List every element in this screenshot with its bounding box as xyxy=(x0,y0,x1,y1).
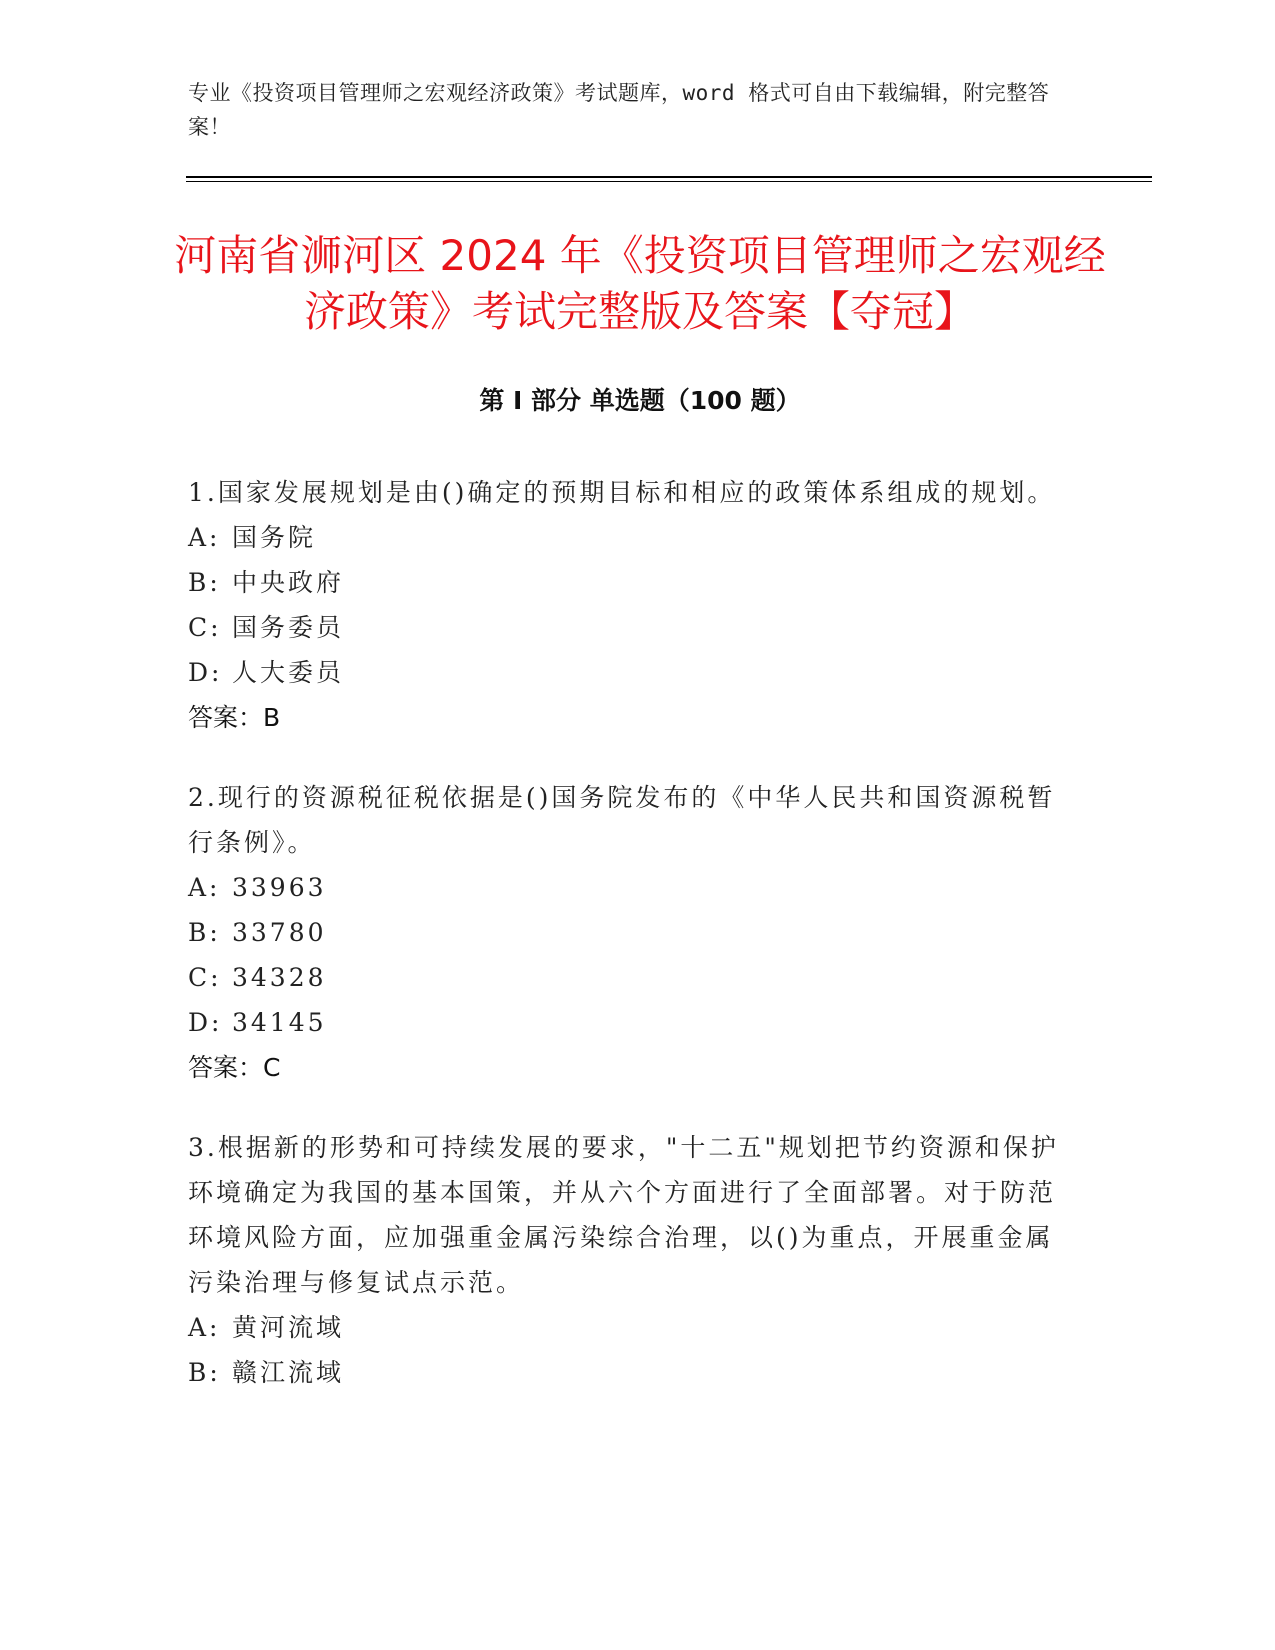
question-stem: 3.根据新的形势和可持续发展的要求，"十二五"规划把节约资源和保护环境确定为我国的基本国策，并从六个方面进行了全面部署。对于防范环境风险方面，应加强重金属污染综合治理，以()为重点，开展重金属污染治理与修复试点示范。 xyxy=(188,1133,1059,1297)
option-c xyxy=(188,605,1068,650)
option-letter: C: xyxy=(188,613,222,642)
question-1 xyxy=(188,470,1068,740)
option-text: 34328 xyxy=(232,963,327,992)
option-letter: A: xyxy=(188,873,221,902)
option-letter: D: xyxy=(188,1008,223,1037)
option-b xyxy=(188,560,1068,605)
option-a xyxy=(188,1305,1068,1350)
option-text: 33780 xyxy=(232,918,327,947)
option-letter: B: xyxy=(188,918,221,947)
question-2 xyxy=(188,775,1068,1090)
option-letter: A: xyxy=(188,523,221,552)
option-letter: A: xyxy=(188,1313,221,1342)
option-text: 人大委员 xyxy=(232,658,345,687)
option-d xyxy=(188,1000,1068,1045)
option-text: 国务委员 xyxy=(232,613,345,642)
option-text: 赣江流域 xyxy=(232,1358,345,1387)
section-title: 第 I 部分 单选题（100 题） xyxy=(479,386,801,415)
option-text: 国务院 xyxy=(232,523,317,552)
question-stem: 1.国家发展规划是由()确定的预期目标和相应的政策体系组成的规划。 xyxy=(188,478,1056,507)
question-stem: 2.现行的资源税征税依据是()国务院发布的《中华人民共和国资源税暂行条例》。 xyxy=(188,783,1056,857)
option-c xyxy=(188,955,1068,1000)
option-d xyxy=(188,650,1068,695)
option-letter: B: xyxy=(188,568,221,597)
option-text: 中央政府 xyxy=(232,568,345,597)
option-a xyxy=(188,865,1068,910)
option-letter: B: xyxy=(188,1358,221,1387)
option-b xyxy=(188,910,1068,955)
option-b xyxy=(188,1350,1068,1395)
option-text: 黄河流域 xyxy=(232,1313,345,1342)
question-3 xyxy=(188,1125,1068,1395)
option-letter: C: xyxy=(188,963,222,992)
answer-line: 答案：B xyxy=(188,703,281,732)
option-letter: D: xyxy=(188,658,223,687)
answer-line: 答案：C xyxy=(188,1053,281,1082)
option-a xyxy=(188,515,1068,560)
header-note: 专业《投资项目管理师之宏观经济政策》考试题库，word 格式可自由下载编辑，附完整答案！ xyxy=(188,81,1050,139)
header-rule-thin xyxy=(186,181,1152,182)
option-text: 34145 xyxy=(232,1008,327,1037)
document-title: 河南省浉河区 2024 年《投资项目管理师之宏观经济政策》考试完整版及答案【夺冠】 xyxy=(174,231,1106,336)
header-rule-thick xyxy=(186,176,1152,178)
option-text: 33963 xyxy=(232,873,327,902)
question-list xyxy=(188,470,1068,1430)
